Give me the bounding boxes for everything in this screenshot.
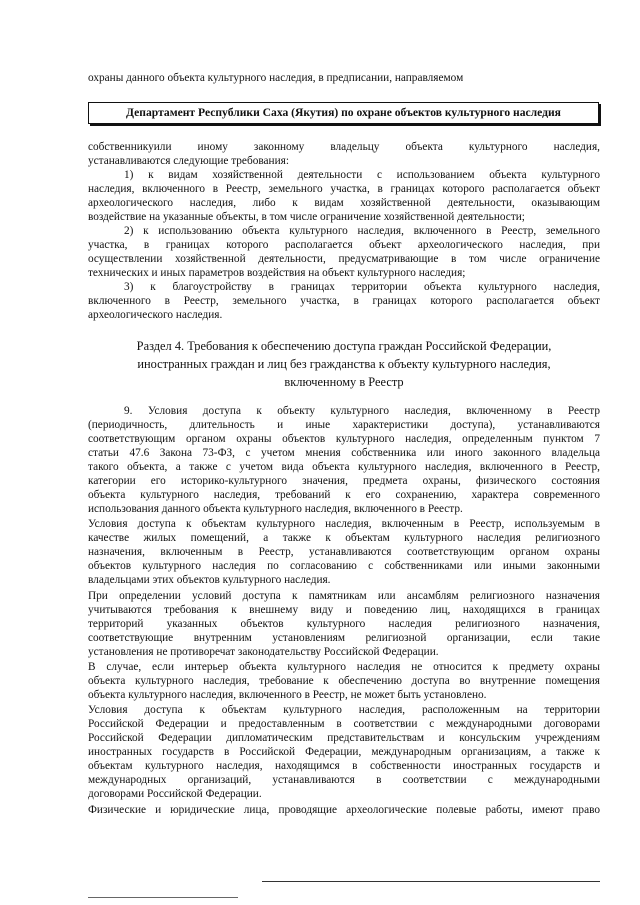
text-line: Условия доступа к объектам культурного наследия, расположенным на территории bbox=[88, 704, 600, 716]
text-line: устанавливаются следующие требования: bbox=[88, 155, 289, 167]
text-line: собственникуили иному законному владельцу объекта культурного наследия, bbox=[88, 141, 600, 153]
text-line: (периодичность, длительность и иные характеристики доступа), устанавливаются bbox=[88, 419, 600, 431]
text-line: 1) к видам хозяйственной деятельности с использованием объекта культурного bbox=[124, 169, 600, 181]
text-line: объектам культурного наследия, находящимся в собственности иностранных государств и bbox=[88, 760, 600, 772]
text-line: назначения, включенным в Реестр, устанавливаются соответствующим органом охраны bbox=[88, 546, 600, 558]
text-line: качестве жилых помещений, а также к объектам культурного наследия религиозного bbox=[88, 532, 600, 544]
text-line: объекта культурного наследия, требование к обеспечению доступа во внутренние помещения bbox=[88, 675, 600, 687]
text-line: 9. Условия доступа к объекту культурного наследия, включенному в Реестр bbox=[124, 405, 600, 417]
text-line: включенного в Реестр, земельного участка, в границах которого располагается объект bbox=[88, 295, 600, 307]
text-line: В случае, если интерьер объекта культурного наследия не относится к предмету охраны bbox=[88, 661, 600, 673]
text-line: археологического наследия. bbox=[88, 309, 223, 321]
text-line: наследия, включенного в Реестр, земельного участка, в границах которого располагается объект bbox=[88, 183, 600, 195]
text-line: технических и иных параметров воздействия на объект культурного наследия; bbox=[88, 267, 466, 279]
text-line: Физические и юридические лица, проводящие археологические полевые работы, имеют право bbox=[88, 804, 600, 816]
text-line: объекта культурного наследия, требований к его сохранению, характера современного bbox=[88, 489, 600, 501]
text-line: воздействие на указанные объекты, в том числе ограничение хозяйственной деятельности; bbox=[88, 211, 525, 223]
text-line: такого объекта, а также с учетом вида объекта культурного наследия, включенного в Реестр, bbox=[88, 461, 600, 473]
scan-edge-line bbox=[88, 897, 238, 898]
text-line: участка, в границах которого располагается объект археологического наследия, при bbox=[88, 239, 600, 251]
top-line: охраны данного объекта культурного наследия, в предписании, направляемом bbox=[88, 72, 464, 84]
text-line: владельцами этих объектов культурного наследия. bbox=[88, 574, 331, 586]
text-line: статьи 47.6 Закона 73-ФЗ, с учетом мнения собственника или иного законного владельца bbox=[88, 447, 600, 459]
text-line: международных организаций, устанавливаются в соответствии с международными bbox=[88, 774, 600, 786]
text-line: объектов культурного наследия по согласованию с собственниками или иными законными bbox=[88, 560, 600, 572]
text-line: соответствующие внутренним установлениям религиозной организации, если такие bbox=[88, 632, 600, 644]
footer-divider bbox=[262, 881, 600, 882]
text-line: Российской Федерации и предоставленным в соответствии с международными договорами bbox=[88, 718, 600, 730]
section-heading-line: включенному в Реестр bbox=[284, 375, 404, 389]
text-line: учитываются требования к внешнему виду и поведению лиц, находящихся в границах bbox=[88, 604, 600, 616]
text-line: объекта культурного наследия, включенного в Реестр, не может быть установлено. bbox=[88, 689, 487, 701]
text-line: Условия доступа к объектам культурного наследия, включенным в Реестр, используемым в bbox=[88, 518, 600, 530]
text-line: 2) к использованию объекта культурного наследия, включенного в Реестр, земельного bbox=[124, 225, 600, 237]
text-line: осуществлении хозяйственной деятельности, предусматривающие в том числе ограничение bbox=[88, 253, 600, 265]
text-line: При определении условий доступа к памятникам или ансамблям религиозного назначения bbox=[88, 590, 600, 602]
text-line: установления не противоречат законодательству Российской Федерации. bbox=[88, 646, 439, 658]
text-line: 3) к благоустройству в границах территории объекта культурного наследия, bbox=[124, 281, 600, 293]
text-line: использования данного объекта культурного наследия, включенного в Реестр. bbox=[88, 503, 463, 515]
section-heading-line: иностранных граждан и лиц без гражданства к объекту культурного наследия, bbox=[137, 357, 551, 371]
section-heading-line: Раздел 4. Требования к обеспечению доступа граждан Российской Федерации, bbox=[136, 339, 552, 353]
text-line: иностранных государств в Российской Федерации, международным организациям, а также к bbox=[88, 746, 600, 758]
text-line: археологического наследия, либо к видам хозяйственной деятельности, оказывающим bbox=[88, 197, 600, 209]
text-line: категории его историко-культурного значения, предмета охраны, физического состояния bbox=[88, 475, 600, 487]
text-line: соответствующим органом охраны объектов культурного наследия, определенным пунктом 7 bbox=[88, 433, 600, 445]
text-line: территорий указанных объектов культурного наследия религиозного назначения, bbox=[88, 618, 600, 630]
department-stamp: Департамент Республики Саха (Якутия) по охране объектов культурного наследия bbox=[88, 102, 599, 124]
text-line: Российской Федерации дипломатическим представительствам и консульским учреждениям bbox=[88, 732, 600, 744]
text-line: договорами Российской Федерации. bbox=[88, 788, 262, 800]
